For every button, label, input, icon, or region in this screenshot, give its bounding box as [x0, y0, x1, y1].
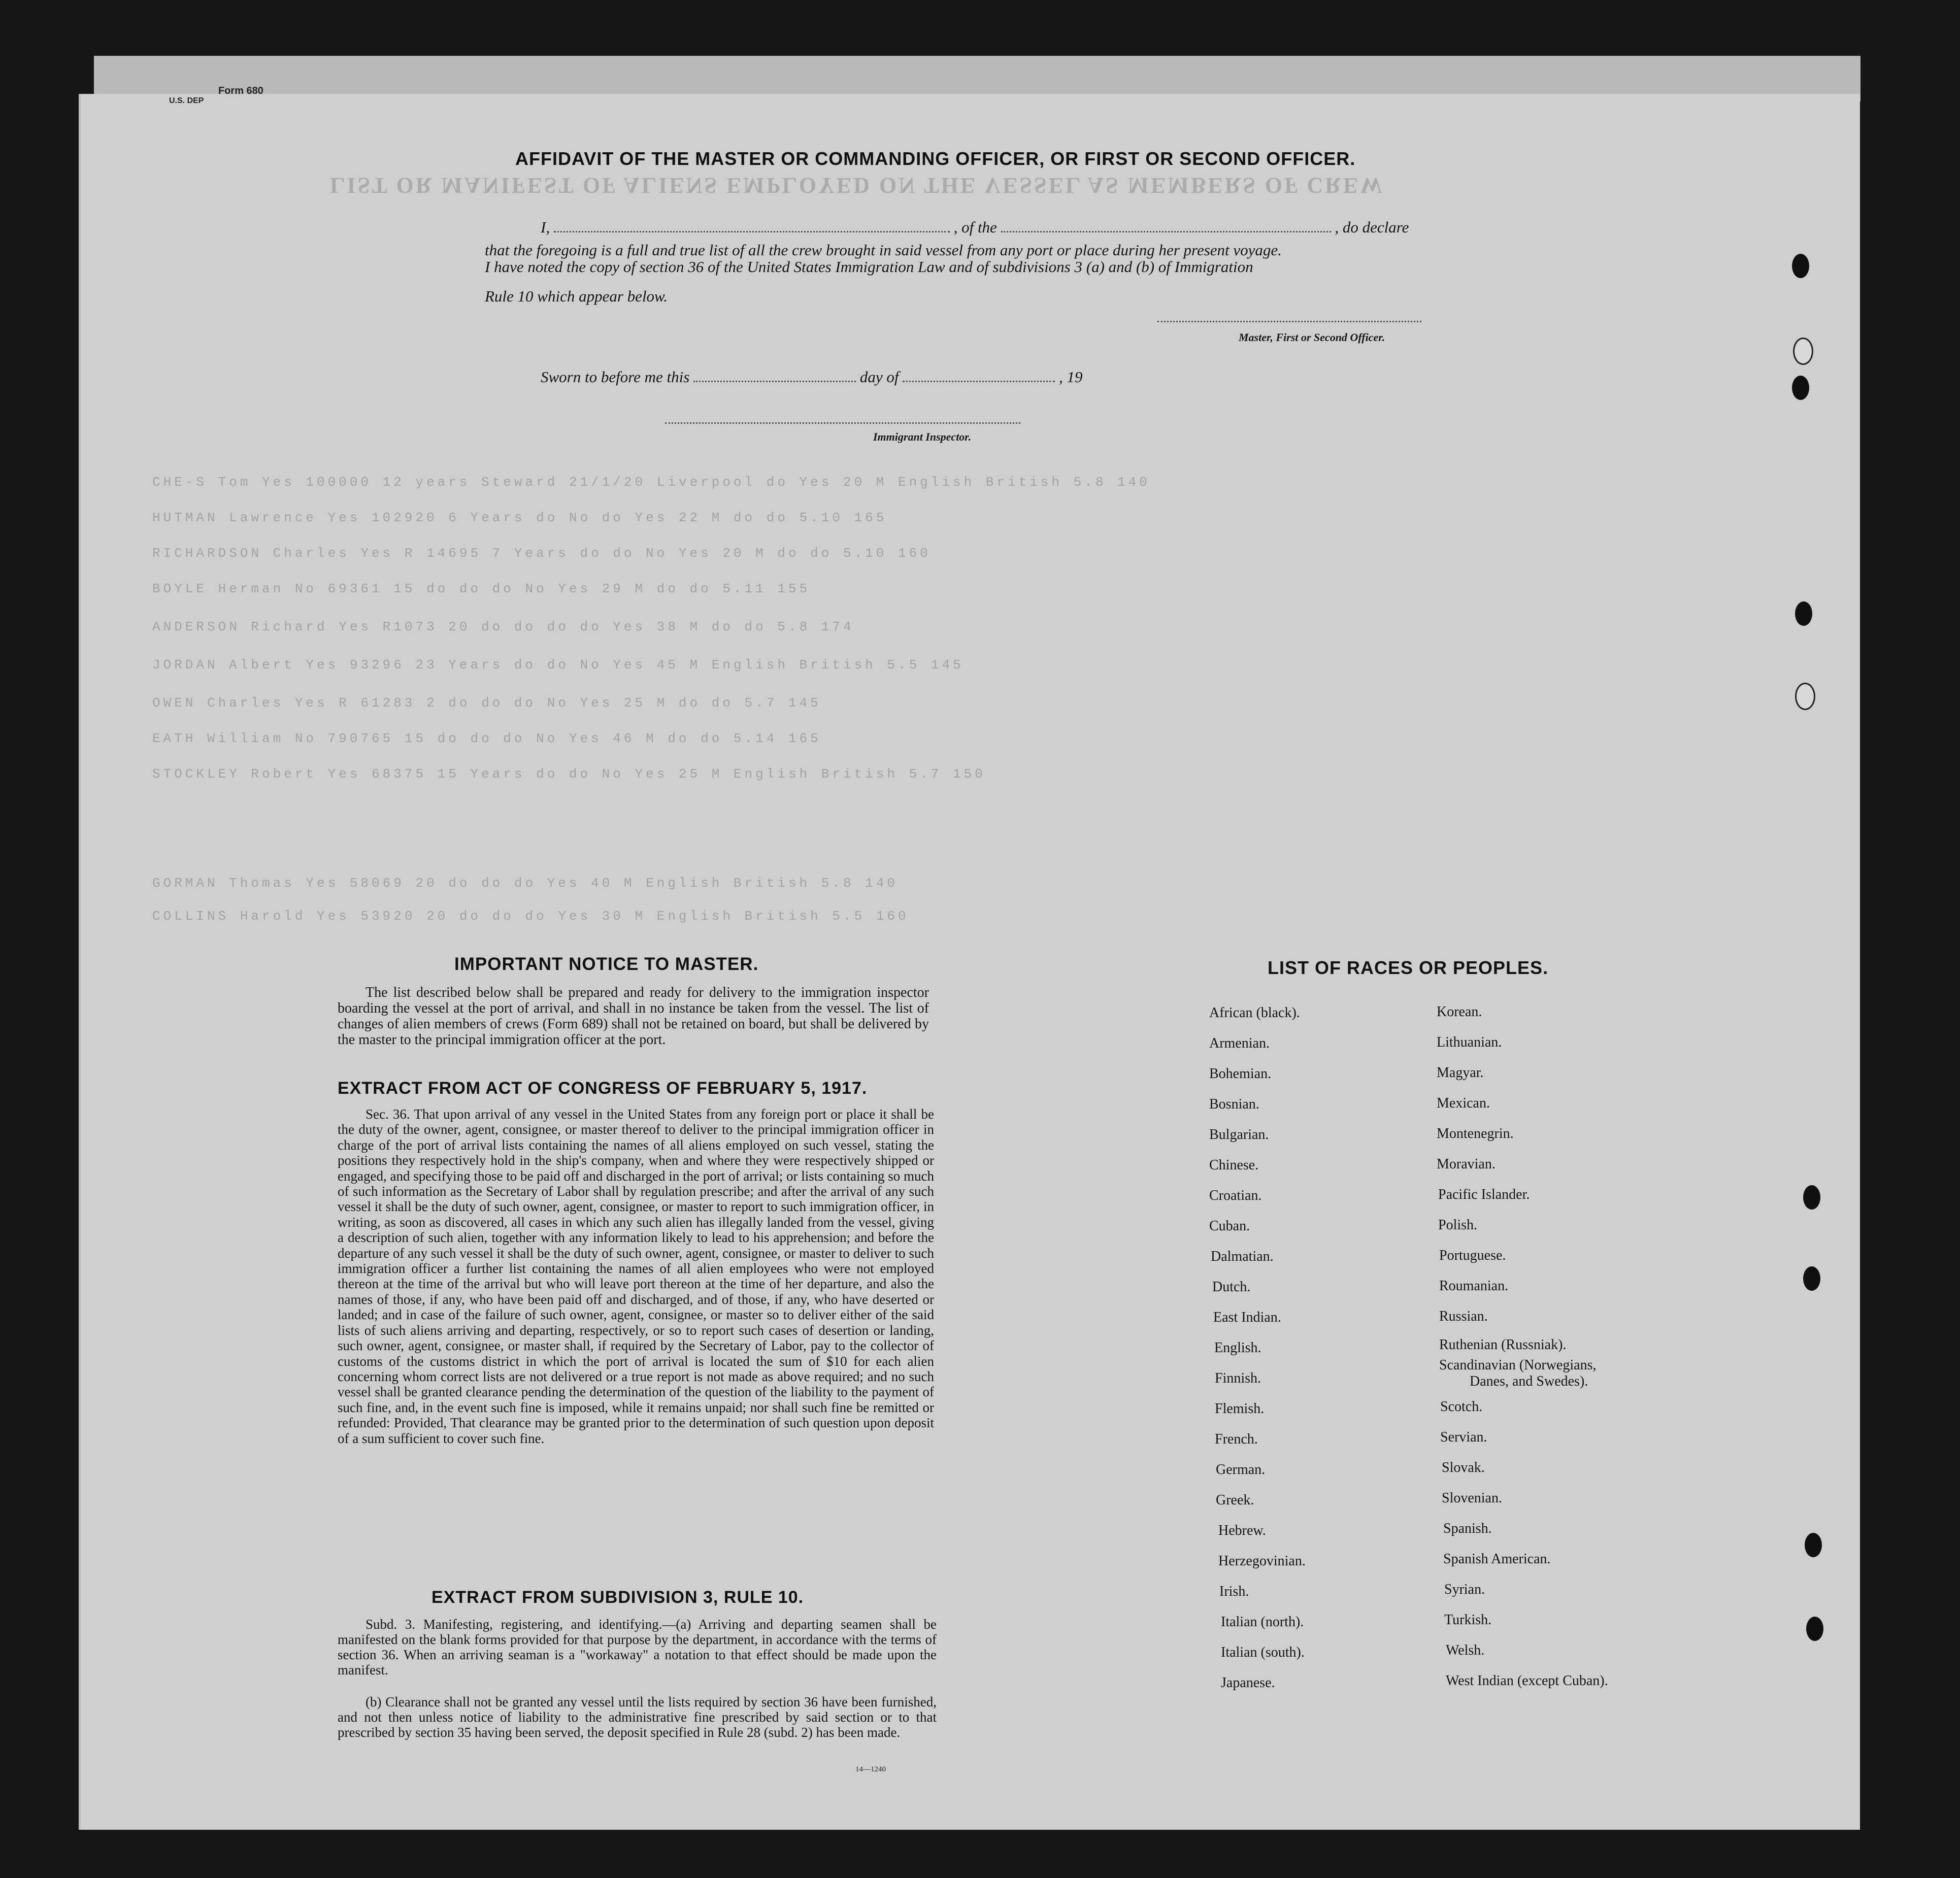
- races-title: LIST OF RACES OR PEOPLES.: [1268, 957, 1549, 978]
- race-item: Montenegrin.: [1437, 1126, 1514, 1142]
- race-item: Hebrew.: [1218, 1523, 1266, 1538]
- race-item: Ruthenian (Russniak).: [1439, 1337, 1567, 1353]
- notice-body: The list described below shall be prepared and ready for delivery to the immigration inspector boarding the vessel at the port of arrival, and shall in no instance be taken from the vessel. The list of changes of alien members of crews (Form 689) shall not be retained on board, but shall be delivered by the master to the principal immigration officer at the port.: [338, 985, 929, 1048]
- rule-extract-para-a: Subd. 3. Manifesting, registering, and identifying.—(a) Arriving and departing seamen shall be manifested on the blank forms provided for that purpose by the department, in accordance with the terms of section 36. When an arriving seaman is a "workaway" a notation to that effect should be made upon the manifest.: [338, 1617, 937, 1678]
- race-item: Slovenian.: [1442, 1490, 1502, 1506]
- act-extract-body: Sec. 36. That upon arrival of any vessel in the United States from any foreign port or place it shall be the duty of the owner, agent, consignee, or master thereof to deliver to the principal immigration officer in charge of the port of arrival lists containing the names of all aliens employed on such vessel, stating the positions they respectively hold in the ship's company, when and where they were respectively shipped or engaged, and specifying those to be paid off and discharged in the port of arrival; or lists containing so much of such information as the Secretary of Labor shall by regulation prescribe; and after the arrival of any such vessel it shall be the duty of such owner, agent, consignee, or master to report to such immigration officer, in writing, as soon as discovered, all cases in which any such alien has illegally landed from the vessel, giving a description of such alien, together with any information likely to lead to his apprehension; and before the departure of any such vessel it shall be the duty of such owner, agent, consignee, or master to deliver to such immigration officer a further list containing the names of all alien employees who were not employed thereon at the time of the arrival but who will leave port thereon at the time of her departure, and also the names of those, if any, who have been paid off and discharged, and of those, if any, who have deserted or landed; and in case of the failure of such owner, agent, consignee, or master so to deliver either of the said lists of such aliens arriving and departing, respectively, or so to report such cases of desertion or landing, such owner, agent, consignee, or master shall, if required by the Secretary of Labor, pay to the collector of customs of the customs district in which the port of arrival is located the sum of $10 for each alien concerning whom correct lists are not delivered or a true report is not made as above required; and no such vessel shall be granted clearance pending the determination of the question of the liability to the payment of such fine, and, in the event such fine is imposed, while it remains unpaid; nor shall such fine be remitted or refunded: Provided, That clearance may be granted prior to the determination of such question upon deposit of a sum sufficient to cover such fine.: [338, 1106, 934, 1446]
- race-item: Lithuanian.: [1437, 1034, 1502, 1050]
- sworn-line: [541, 368, 1082, 386]
- bleed-through-row: ANDERSON Richard Yes R1073 20 do do do do Yes 38 M do do 5.8 174: [152, 619, 854, 634]
- binder-hole: [1792, 254, 1809, 278]
- affidavit-statement-line: that the foregoing is a full and true list of all the crew brought in said vessel from any port or place during her present voyage.: [485, 241, 1282, 259]
- race-item: English.: [1214, 1340, 1261, 1356]
- inspector-signature-label: Immigrant Inspector.: [873, 430, 972, 443]
- race-item: Finnish.: [1215, 1370, 1261, 1386]
- bleed-through-row: HUTMAN Lawrence Yes 102920 6 Years do No do Yes 22 M do do 5.10 165: [152, 510, 887, 525]
- binder-hole: [1803, 1266, 1820, 1291]
- binder-hole: [1795, 601, 1812, 626]
- race-item: Japanese.: [1221, 1675, 1275, 1691]
- affidavit-declarant-line: [541, 218, 1409, 237]
- binder-hole: [1793, 338, 1813, 365]
- affidavit-section-line: I have noted the copy of section 36 of the United States Immigration Law and of subdivisions 3 (a) and (b) of Immigration: [485, 258, 1253, 276]
- race-item: Roumanian.: [1439, 1278, 1509, 1294]
- race-item: Russian.: [1439, 1309, 1488, 1324]
- race-item: Italian (south).: [1221, 1645, 1305, 1660]
- race-item: Korean.: [1437, 1004, 1482, 1020]
- race-item: Welsh.: [1446, 1642, 1485, 1658]
- bleed-through-row: BOYLE Herman No 69361 15 do do do No Yes 29 M do do 5.11 155: [152, 581, 811, 596]
- race-item: German.: [1216, 1462, 1266, 1478]
- notice-title: IMPORTANT NOTICE TO MASTER.: [454, 954, 759, 974]
- department-stamp: U.S. DEP: [169, 96, 204, 105]
- sworn-month-blank: [903, 378, 1055, 382]
- sworn-prefix: Sworn to before me this: [541, 368, 690, 386]
- declarant-prefix: I,: [541, 218, 550, 236]
- binder-hole: [1795, 683, 1815, 710]
- race-item: Herzegovinian.: [1218, 1553, 1306, 1569]
- vessel-of-the-label: , of the: [953, 218, 997, 236]
- race-item: Spanish.: [1443, 1521, 1492, 1536]
- race-item: Dutch.: [1212, 1279, 1251, 1295]
- rule-extract-para-b: (b) Clearance shall not be granted any vessel until the lists required by section 36 have been furnished, and not then unless notice of liability to the administrative fine prescribed by said section or to that prescribed by section 35 having been served, the deposit specified in Rule 28 (subd. 2) has been made.: [338, 1694, 937, 1740]
- bleed-through-row: JORDAN Albert Yes 93296 23 Years do do No Yes 45 M English British 5.5 145: [152, 657, 964, 673]
- rule-extract-title: EXTRACT FROM SUBDIVISION 3, RULE 10.: [431, 1588, 804, 1607]
- officer-signature-label: Master, First or Second Officer.: [1239, 331, 1385, 344]
- affidavit-rule-line: Rule 10 which appear below.: [485, 287, 668, 305]
- bleed-through-row: RICHARDSON Charles Yes R 14695 7 Years do do No Yes 20 M do do 5.10 160: [152, 546, 931, 561]
- race-item: French.: [1215, 1431, 1258, 1447]
- race-item: Scotch.: [1440, 1399, 1483, 1415]
- binder-hole: [1803, 1185, 1820, 1210]
- race-item: Portuguese.: [1439, 1248, 1506, 1263]
- binder-hole: [1805, 1533, 1822, 1557]
- race-item: Pacific Islander.: [1438, 1187, 1530, 1202]
- print-code: 14—1240: [855, 1765, 886, 1773]
- bleed-through-title: LIST OR MANIFEST OF ALIENS EMPLOYED ON THE VESSEL AS MEMBERS OF CREW: [330, 173, 1385, 198]
- race-item: Polish.: [1438, 1217, 1478, 1233]
- race-item: Flemish.: [1215, 1401, 1265, 1417]
- bleed-through-row: CHE-S Tom Yes 100000 12 years Steward 21/1/20 Liverpool do Yes 20 M English British 5.8 140: [152, 475, 1150, 490]
- race-item: Magyar.: [1437, 1065, 1484, 1081]
- race-item: Italian (north).: [1221, 1614, 1304, 1630]
- inspector-signature-line: [665, 422, 1020, 424]
- race-item: Bulgarian.: [1209, 1127, 1269, 1143]
- bleed-through-row: EATH William No 790765 15 do do do No Yes 46 M do do 5.14 165: [152, 731, 821, 746]
- sworn-day-label: day of: [859, 368, 899, 386]
- form-number: Form 680: [218, 85, 263, 96]
- race-item: Slovak.: [1442, 1460, 1485, 1475]
- race-item: East Indian.: [1213, 1310, 1281, 1325]
- race-item: Bohemian.: [1209, 1066, 1272, 1082]
- race-item: Greek.: [1216, 1492, 1254, 1508]
- race-item: Cuban.: [1209, 1218, 1250, 1234]
- binder-hole: [1806, 1617, 1823, 1641]
- affidavit-title: AFFIDAVIT OF THE MASTER OR COMMANDING OFFICER, OR FIRST OR SECOND OFFICER.: [515, 148, 1356, 169]
- race-item: West Indian (except Cuban).: [1446, 1673, 1608, 1689]
- race-item: Armenian.: [1209, 1035, 1270, 1051]
- race-item: Scandinavian (Norwegians,: [1439, 1357, 1597, 1373]
- race-item: Spanish American.: [1443, 1551, 1551, 1567]
- race-item: Turkish.: [1444, 1612, 1492, 1628]
- sworn-day-blank: [693, 378, 856, 382]
- bleed-through-row: COLLINS Harold Yes 53920 20 do do do Yes 30 M English British 5.5 160: [152, 909, 909, 924]
- race-item: Croatian.: [1209, 1188, 1262, 1203]
- race-item: Chinese.: [1209, 1157, 1259, 1173]
- document-page: [79, 94, 1860, 1830]
- race-item: Mexican.: [1437, 1095, 1490, 1111]
- race-item: Syrian.: [1444, 1582, 1485, 1597]
- race-item: African (black).: [1209, 1005, 1300, 1021]
- officer-signature-line: [1157, 321, 1421, 322]
- race-item: Servian.: [1440, 1429, 1487, 1445]
- binder-hole: [1792, 376, 1809, 400]
- vessel-name-blank: [1001, 228, 1331, 232]
- race-item: Dalmatian.: [1211, 1249, 1274, 1264]
- bleed-through-row: OWEN Charles Yes R 61283 2 do do do No Yes 25 M do do 5.7 145: [152, 695, 821, 711]
- race-item: Irish.: [1219, 1584, 1249, 1599]
- race-item: Moravian.: [1437, 1156, 1496, 1172]
- sworn-year-label: , 19: [1058, 368, 1083, 386]
- declare-label: , do declare: [1335, 218, 1409, 236]
- act-extract-title: EXTRACT FROM ACT OF CONGRESS OF FEBRUARY 5, 1917.: [338, 1079, 868, 1098]
- declarant-name-blank: [554, 228, 950, 232]
- bleed-through-row: STOCKLEY Robert Yes 68375 15 Years do do No Yes 25 M English British 5.7 150: [152, 766, 986, 782]
- race-item: Danes, and Swedes).: [1470, 1373, 1588, 1389]
- bleed-through-row: GORMAN Thomas Yes 58069 20 do do do Yes 40 M English British 5.8 140: [152, 876, 898, 891]
- race-item: Bosnian.: [1209, 1096, 1259, 1112]
